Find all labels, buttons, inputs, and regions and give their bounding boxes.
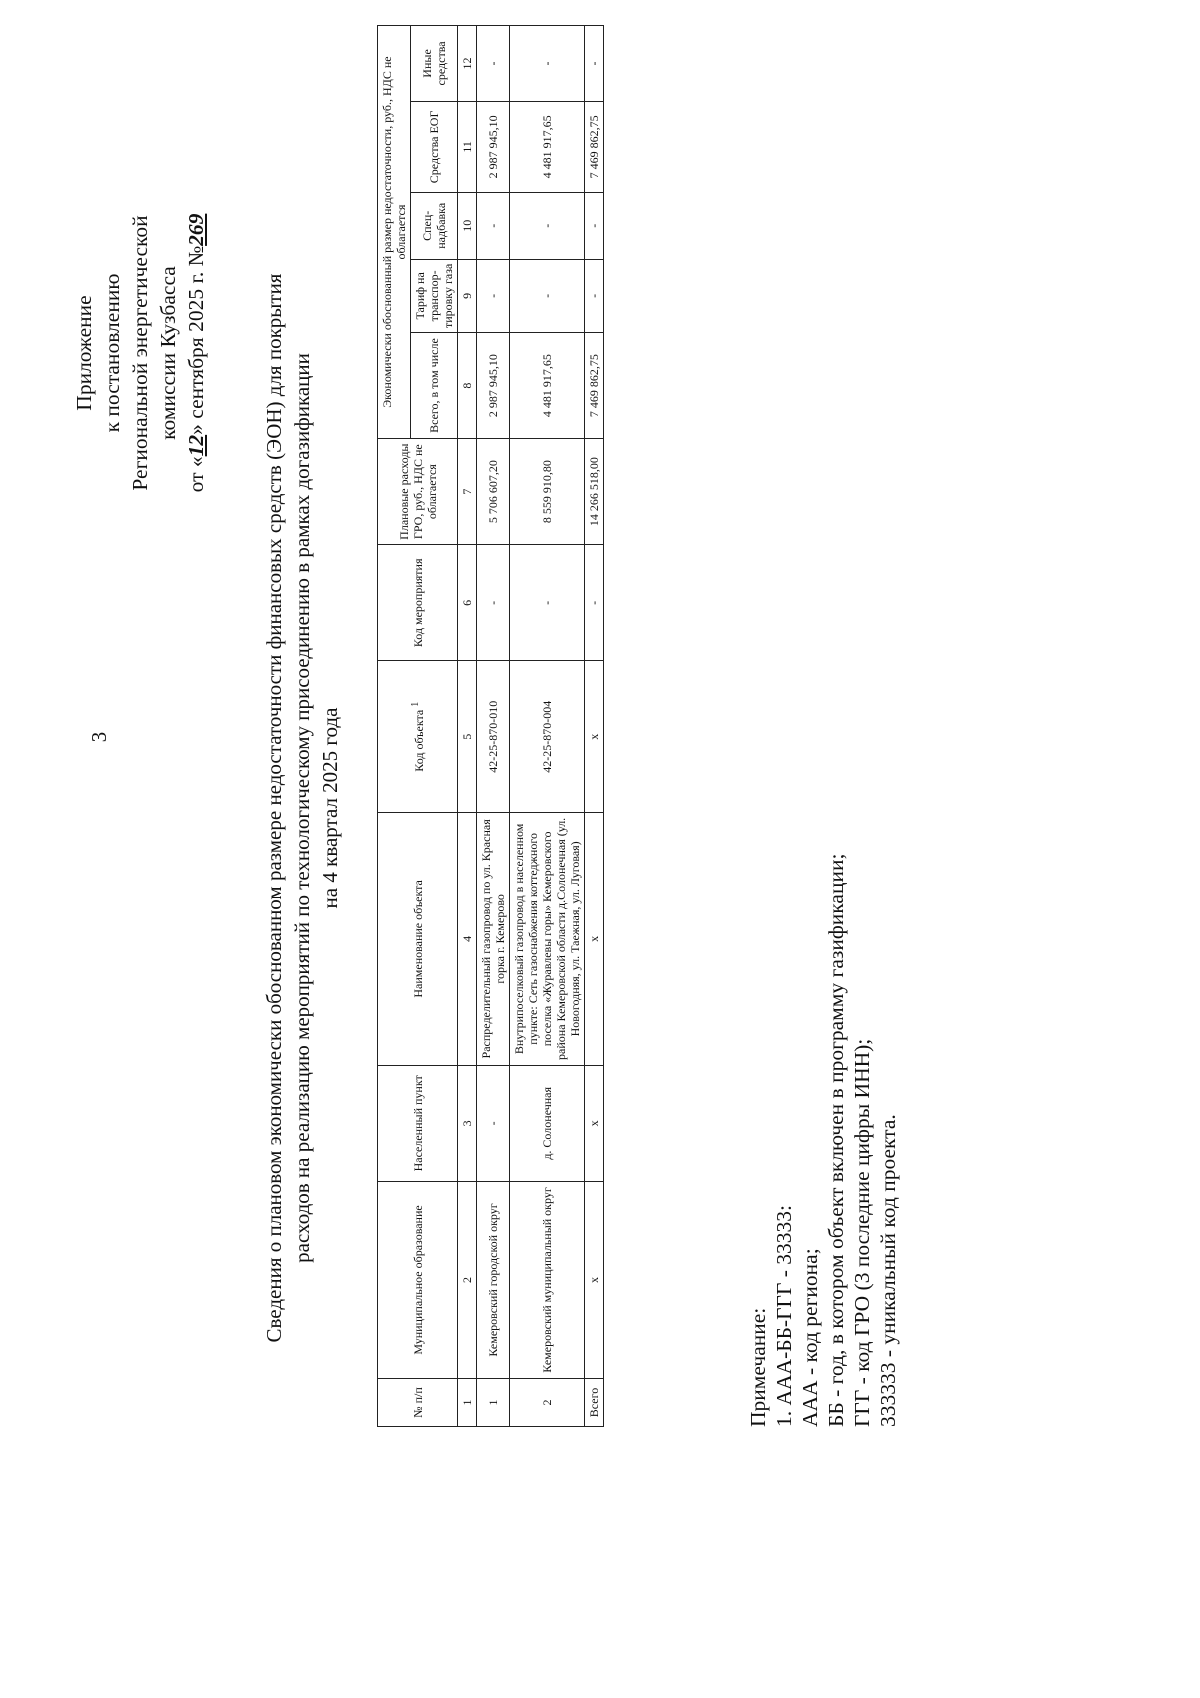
cell-event-code: - <box>510 545 585 661</box>
cell-eog: 2 987 945,10 <box>477 101 510 192</box>
appendix-line-4: комиссии Кузбасса <box>156 266 180 440</box>
note-line-5: 333333 - уникальный код проекта. <box>876 1114 900 1427</box>
header-object-name: Наименование объекта <box>378 813 458 1066</box>
col-number: 11 <box>458 101 477 192</box>
col-number: 3 <box>458 1065 477 1181</box>
cell-settlement: д. Солонечная <box>510 1065 585 1181</box>
total-tariff: - <box>585 259 604 332</box>
header-planned-costs: Плановые расходы ГРО, руб., НДС не облагается <box>378 439 458 545</box>
cell-no: 2 <box>510 1379 585 1427</box>
total-other: - <box>585 26 604 102</box>
cell-object-code: 42-25-870-004 <box>510 661 585 813</box>
cell-eog: 4 481 917,65 <box>510 101 585 192</box>
cell-planned-costs: 8 559 910,80 <box>510 439 585 545</box>
title-line-3: на 4 квартал 2025 года <box>318 707 342 909</box>
col-number: 4 <box>458 813 477 1066</box>
note-line-4: ГГГ - код ГРО (3 последние цифры ИНН); <box>850 1038 874 1427</box>
note-line-2: ААА - код региона; <box>798 1248 822 1427</box>
total-object-name: x <box>585 813 604 1066</box>
rotated-landscape-page <box>15 41 1065 1608</box>
appendix-line-2: к постановлению <box>100 273 124 433</box>
cell-tariff: - <box>477 259 510 332</box>
cell-total-incl: 2 987 945,10 <box>477 333 510 439</box>
eon-table <box>377 25 604 1427</box>
cell-spec: - <box>477 192 510 259</box>
page-number: 3 <box>87 731 111 743</box>
cell-object-code: 42-25-870-010 <box>477 661 510 813</box>
header-object-code-footnote: 1 <box>410 701 421 707</box>
table-row <box>477 26 510 1427</box>
header-row-1 <box>378 26 411 1427</box>
table-row <box>510 26 585 1427</box>
col-number: 8 <box>458 333 477 439</box>
cell-total-incl: 4 481 917,65 <box>510 333 585 439</box>
appendix-date-prefix: от « <box>184 456 208 493</box>
cell-municipality: Кемеровский муниципальный округ <box>510 1181 585 1378</box>
header-municipality: Муниципальное образование <box>378 1181 458 1378</box>
total-event-code: - <box>585 545 604 661</box>
appendix-date-middle: » сентября 2025 г. № <box>184 245 208 435</box>
title-line-1: Сведения о плановом экономически обоснованном размере недостаточности финансовых средств (ЭОН) для покрытия <box>262 273 286 1343</box>
header-event-code: Код мероприятия <box>378 545 458 661</box>
note-line-3: ББ - год, в котором объект включен в программу газификации; <box>824 853 848 1427</box>
header-object-code <box>378 661 458 813</box>
col-number: 10 <box>458 192 477 259</box>
total-municipality: x <box>585 1181 604 1378</box>
col-number: 7 <box>458 439 477 545</box>
total-label: Всего <box>585 1379 604 1427</box>
col-number: 6 <box>458 545 477 661</box>
col-number: 2 <box>458 1181 477 1378</box>
cell-tariff: - <box>510 259 585 332</box>
total-eog: 7 469 862,75 <box>585 101 604 192</box>
col-number: 9 <box>458 259 477 332</box>
total-row <box>585 26 604 1427</box>
header-spec: Спец-надбавка <box>411 192 458 259</box>
header-other: Иные средства <box>411 26 458 102</box>
cell-settlement: - <box>477 1065 510 1181</box>
cell-other: - <box>477 26 510 102</box>
col-number: 5 <box>458 661 477 813</box>
title-line-2: расходов на реализацию мероприятий по технологическому присоединению в рамках догазификации <box>290 353 314 1263</box>
header-tariff: Тариф на транспор-тировку газа <box>411 259 458 332</box>
header-eog: Средства ЕОГ <box>411 101 458 192</box>
total-total-incl: 7 469 862,75 <box>585 333 604 439</box>
total-planned-costs: 14 266 518,00 <box>585 439 604 545</box>
header-no: № п/п <box>378 1379 458 1427</box>
col-number: 1 <box>458 1379 477 1427</box>
table-wrapper <box>377 25 604 1427</box>
header-settlement: Населенный пункт <box>378 1065 458 1181</box>
header-total-incl: Всего, в том числе <box>411 333 458 439</box>
total-settlement: x <box>585 1065 604 1181</box>
appendix-line-1: Приложение <box>72 295 96 411</box>
cell-other: - <box>510 26 585 102</box>
document-title <box>260 188 344 1428</box>
cell-object-name: Внутрипоселковый газопровод в населенном пункте: Сеть газоснабжения коттеджного поселка «Журавлевы горы» Кемеровского района Кемеровской области д.Солонечная (ул. Новогодняя, ул. Таежная, ул. Луговая) <box>510 813 585 1066</box>
note-heading: Примечание: <box>746 1307 770 1427</box>
appendix-line-3: Региональной энергетической <box>128 215 152 491</box>
cell-no: 1 <box>477 1379 510 1427</box>
appendix-line-5 <box>182 103 210 603</box>
col-number: 12 <box>458 26 477 102</box>
total-object-code: x <box>585 661 604 813</box>
cell-planned-costs: 5 706 607,20 <box>477 439 510 545</box>
total-spec: - <box>585 192 604 259</box>
note-line-1: 1. ААА-ББ-ГГГ - 33333: <box>772 1204 796 1427</box>
column-number-row <box>458 26 477 1427</box>
cell-spec: - <box>510 192 585 259</box>
note-block <box>745 227 901 1427</box>
cell-municipality: Кемеровский городской округ <box>477 1181 510 1378</box>
appendix-date-day: 12 <box>184 434 208 457</box>
appendix-block <box>70 103 210 603</box>
header-eon-group: Экономически обоснованный размер недостаточности, руб., НДС не облагается <box>378 26 411 439</box>
cell-object-name: Распределительный газопровод по ул. Красная горка г. Кемерово <box>477 813 510 1066</box>
cell-event-code: - <box>477 545 510 661</box>
appendix-doc-number: 269 <box>184 213 208 246</box>
header-object-code-label: Код объекта <box>412 709 426 772</box>
